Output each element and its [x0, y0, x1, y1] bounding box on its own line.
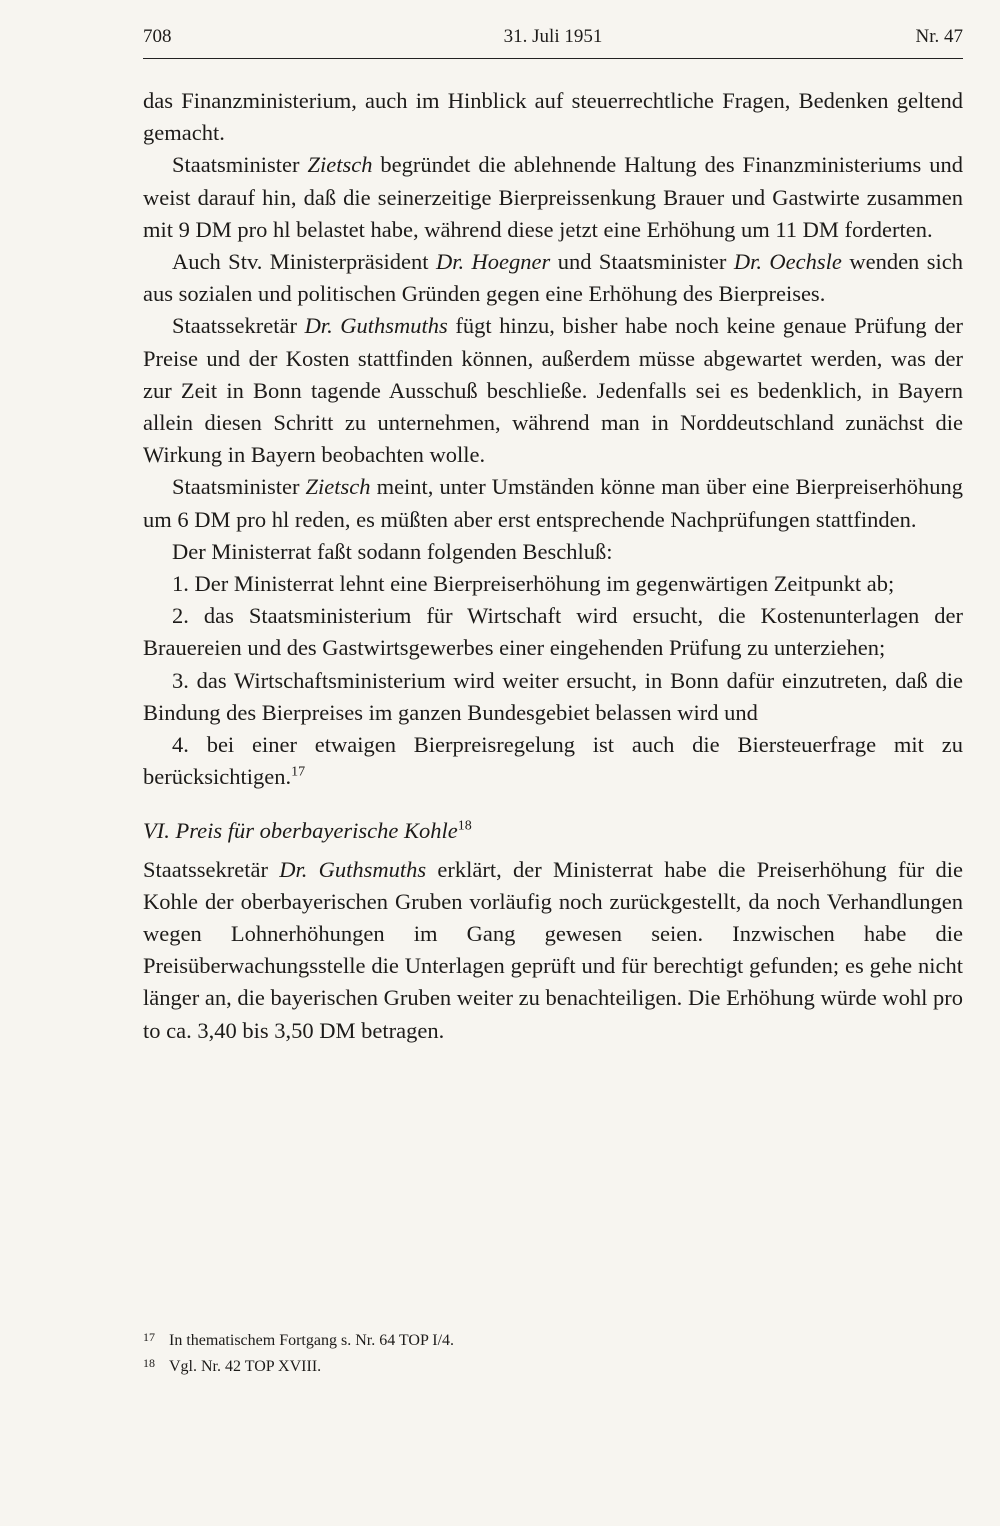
footnote-number: 18: [143, 1356, 155, 1370]
person-name: Dr. Guthsmuths: [279, 856, 427, 882]
person-name: Zietsch: [307, 152, 373, 178]
footnotes: [143, 1328, 963, 1380]
footnote: [143, 1354, 963, 1380]
person-name: Dr. Oechsle: [733, 249, 842, 275]
resolution-item: 1. Der Ministerrat lehnt eine Bierpreiserhöhung im gegenwärtigen Zeitpunkt ab;: [172, 571, 895, 597]
page-body: [143, 85, 963, 1047]
issue-number: Nr. 47: [915, 26, 963, 47]
running-header: [143, 26, 963, 56]
header-date: 31. Juli 1951: [503, 26, 603, 47]
paragraph: Staatssekretär Dr. Guthsmuths erklärt, der Ministerrat habe die Preiserhöhung für die Kohle der oberbayerischen Gruben vorläufig noch zurückgestellt, da noch Verhandlungen wegen Lohnerhöhungen im Gang gewesen seien. Inzwischen habe die Preisüberwachungsstelle die Unterlagen geprüft und für berechtigt gefunden; es gehe nicht länger an, die bayerischen Gruben weiter zu benachteiligen. Die Erhöhung würde wohl pro to ca. 3,40 bis 3,50 DM betragen.: [143, 856, 963, 1043]
paragraph: Staatsminister Zietsch begründet die ablehnende Haltung des Finanzministeriums und weist darauf hin, daß die seinerzeitige Bierpreissenkung Brauer und Gastwirte zusammen mit 9 DM pro hl belastet habe, während diese jetzt eine Erhöhung um 11 DM forderten.: [143, 152, 963, 242]
paragraph: Der Ministerrat faßt sodann folgenden Beschluß:: [172, 538, 613, 564]
resolution-item: 3. das Wirtschaftsministerium wird weiter ersucht, in Bonn dafür einzutreten, daß die Bindung des Bierpreises im ganzen Bundesgebiet belassen wird und: [143, 667, 963, 725]
paragraph: Staatssekretär Dr. Guthsmuths fügt hinzu, bisher habe noch keine genaue Prüfung der Preise und der Kosten stattfinden können, außerdem müsse abgewartet werden, was der zur Zeit in Bonn tagende Ausschuß beschließe. Jedenfalls sei es bedenklich, in Bayern allein diesen Schritt zu unternehmen, während man in Norddeutschland zunächst die Wirkung in Bayern beobachten wolle.: [143, 313, 964, 468]
resolution-item: 2. das Staatsministerium für Wirtschaft wird ersucht, die Kostenunterlagen der Brauereien und des Gastwirtsgewerbes einer eingehenden Prüfung zu unterziehen;: [143, 603, 963, 661]
person-name: Dr. Guthsmuths: [304, 313, 448, 339]
resolution-item: 4. bei einer etwaigen Bierpreisregelung ist auch die Biersteuerfrage mit zu berücksichtigen.$^{17}$: [143, 732, 963, 790]
footnote-text: In thematischem Fortgang s. Nr. 64 TOP I/4.: [169, 1332, 455, 1349]
footnote-number: 17: [143, 1330, 155, 1344]
person-name: Zietsch: [305, 474, 371, 500]
footnote-ref: 18: [457, 818, 472, 834]
page-number: 708: [143, 26, 172, 47]
paragraph: Staatsminister Zietsch meint, unter Umständen könne man über eine Bierpreiserhöhung um 6 DM pro hl reden, es müßten aber erst entsprechende Nachprüfungen stattfinden.: [143, 474, 963, 532]
footnote: [143, 1328, 963, 1354]
header-rule: [143, 58, 963, 59]
paragraph: das Finanzministerium, auch im Hinblick auf steuerrechtliche Fragen, Bedenken geltend gemacht.: [143, 88, 963, 146]
paragraph: Auch Stv. Ministerpräsident Dr. Hoegner und Staatsminister Dr. Oechsle wenden sich aus sozialen und politischen Gründen gegen eine Erhöhung des Bierpreises.: [143, 249, 963, 307]
person-name: Dr. Hoegner: [435, 249, 551, 275]
section-heading: VI. Preis für oberbayerische Kohle$^{18}$: [143, 818, 472, 844]
footnote-ref: 17: [291, 764, 306, 780]
footnote-text: Vgl. Nr. 42 TOP XVIII.: [169, 1358, 322, 1375]
